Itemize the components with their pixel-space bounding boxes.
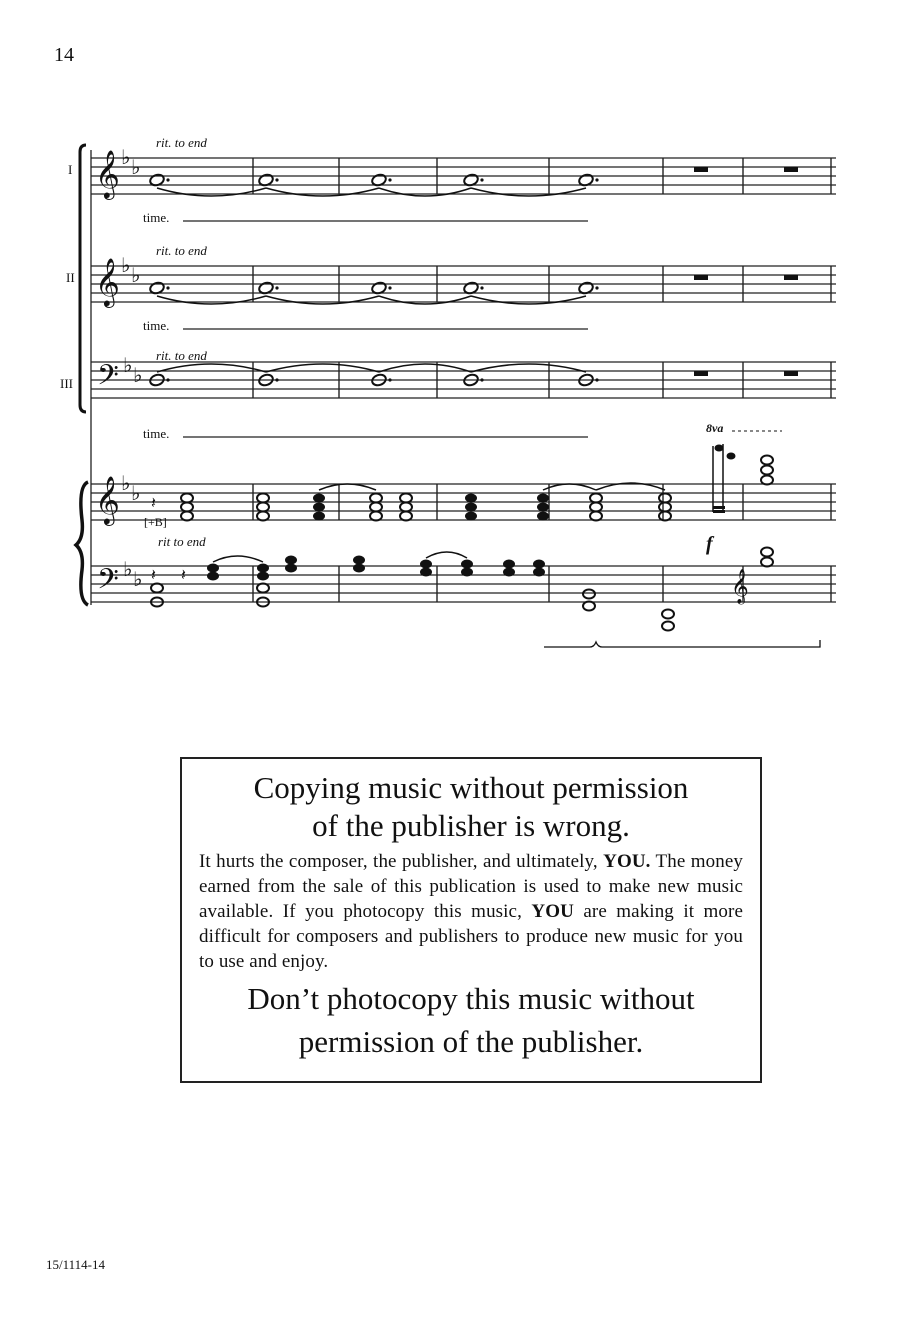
piano-left-hand xyxy=(91,548,900,631)
piano-tempo: rit to end xyxy=(158,534,206,549)
piano-dynamic: f xyxy=(706,533,713,555)
staff-voice-2 xyxy=(91,255,900,308)
staff-lyric-2: time. xyxy=(143,318,170,333)
system-bracket xyxy=(80,145,86,412)
svg-text:𝄽: 𝄽 xyxy=(151,495,156,512)
piano-brace xyxy=(76,482,88,605)
staff-label-1: I xyxy=(68,162,73,177)
page-number: 14 xyxy=(54,44,74,66)
staff-tempo-3: rit. to end xyxy=(156,348,207,363)
svg-text:𝄽: 𝄽 xyxy=(181,567,186,584)
staff-lyric-1: time. xyxy=(143,210,170,225)
notice-heading-line-1: Copying music without permission xyxy=(253,770,689,805)
notice-heading-line-2: of the publisher is wrong. xyxy=(312,808,630,843)
staff-tempo-2: rit. to end xyxy=(156,243,207,258)
catalog-code: 15/1114-14 xyxy=(46,1257,105,1272)
notice-footer-line-1: Don’t photocopy this music without xyxy=(247,981,695,1016)
notice-body: It hurts the composer, the publisher, and ultimately, YOU. The money earned from the sale of this publication is used to make new music available. If you photocopy this music, YOU are making it more difficult for composers and publishers to produce new music for you to use and enjoy. xyxy=(199,851,743,972)
svg-text:𝄽: 𝄽 xyxy=(151,567,156,584)
staff-tempo-1: rit. to end xyxy=(156,135,207,150)
svg-text:𝄢: 𝄢 xyxy=(97,361,119,398)
staff-lyric-3: time. xyxy=(143,426,170,441)
music-score: ♭ ♭ 𝄞 I rit. to end time. 𝄞 II rit. to end time. 𝄢 III rit. to end time. 𝄞 𝄽 8va [+B] rit to end f 𝄢 𝄽 𝄽 𝄞 xyxy=(0,0,900,700)
svg-text:𝄢: 𝄢 xyxy=(97,565,119,602)
notice-footer-line-2: permission of the publisher. xyxy=(298,1024,644,1059)
staff-label-3: III xyxy=(60,376,73,391)
staff-label-2: II xyxy=(66,270,75,285)
octave-mark: 8va xyxy=(706,421,724,435)
svg-text:𝄞: 𝄞 xyxy=(95,478,120,524)
piano-cue: [+B] xyxy=(144,515,167,529)
svg-text:𝄞: 𝄞 xyxy=(95,152,120,198)
copyright-notice xyxy=(180,757,762,1083)
piano-right-hand xyxy=(91,444,900,526)
svg-text:𝄞: 𝄞 xyxy=(95,260,120,306)
staff-voice-1 xyxy=(91,147,900,200)
staff-voice-3 xyxy=(91,355,900,398)
svg-text:𝄞: 𝄞 xyxy=(731,570,749,603)
